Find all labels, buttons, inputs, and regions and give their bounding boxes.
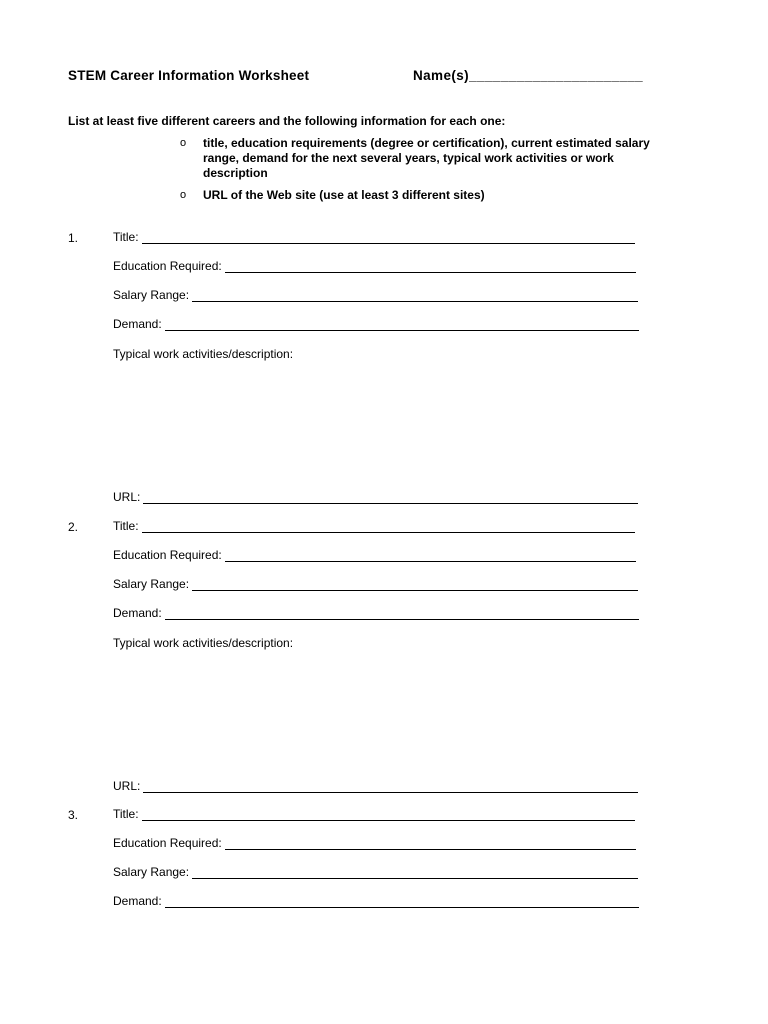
education-label: Education Required: (113, 548, 222, 562)
title-field[interactable] (113, 230, 635, 244)
education-label: Education Required: (113, 836, 222, 850)
description-label: Typical work activities/description: (113, 636, 294, 650)
entry-number: 3. (68, 808, 79, 822)
education-input-line[interactable] (225, 550, 636, 562)
demand-input-line[interactable] (165, 319, 639, 331)
salary-field[interactable] (113, 288, 638, 302)
instructions-list (180, 136, 680, 210)
title-label: Title: (113, 807, 139, 821)
title-field[interactable] (113, 807, 635, 821)
bullet-icon: o (180, 137, 187, 149)
salary-label: Salary Range: (113, 865, 190, 879)
title-input-line[interactable] (142, 232, 635, 244)
education-input-line[interactable] (225, 261, 636, 273)
instruction-bullet (180, 188, 680, 203)
title-label: Title: (113, 230, 139, 244)
salary-field[interactable] (113, 577, 638, 591)
salary-field[interactable] (113, 865, 638, 879)
description-label: Typical work activities/description: (113, 347, 294, 361)
title-input-line[interactable] (142, 809, 635, 821)
salary-input-line[interactable] (192, 579, 638, 591)
demand-label: Demand: (113, 894, 162, 908)
names-field[interactable]: Name(s)______________________ (413, 68, 644, 83)
salary-input-line[interactable] (192, 290, 638, 302)
education-label: Education Required: (113, 259, 222, 273)
demand-input-line[interactable] (165, 896, 639, 908)
instruction-text: title, education requirements (degree or certification), current estimated salary range, demand for the next several years, typical work activities or work description (203, 136, 650, 180)
title-label: Title: (113, 519, 139, 533)
salary-label: Salary Range: (113, 288, 190, 302)
demand-field[interactable] (113, 606, 639, 620)
education-input-line[interactable] (225, 838, 636, 850)
url-label: URL: (113, 490, 141, 504)
demand-label: Demand: (113, 606, 162, 620)
url-input-line[interactable] (143, 781, 638, 793)
bullet-icon: o (180, 189, 187, 201)
url-field[interactable] (113, 490, 638, 504)
entry-number: 1. (68, 231, 79, 245)
title-input-line[interactable] (142, 521, 635, 533)
demand-field[interactable] (113, 317, 639, 331)
url-field[interactable] (113, 779, 638, 793)
instructions-intro: List at least five different careers and the following information for each one: (68, 114, 506, 128)
instruction-bullet (180, 136, 680, 181)
url-label: URL: (113, 779, 141, 793)
education-field[interactable] (113, 836, 636, 850)
demand-input-line[interactable] (165, 608, 639, 620)
instruction-text: URL of the Web site (use at least 3 different sites) (203, 188, 485, 202)
title-field[interactable] (113, 519, 635, 533)
salary-label: Salary Range: (113, 577, 190, 591)
entry-number: 2. (68, 520, 79, 534)
education-field[interactable] (113, 548, 636, 562)
demand-label: Demand: (113, 317, 162, 331)
demand-field[interactable] (113, 894, 639, 908)
salary-input-line[interactable] (192, 867, 638, 879)
url-input-line[interactable] (143, 492, 638, 504)
page-title: STEM Career Information Worksheet (68, 68, 310, 83)
education-field[interactable] (113, 259, 636, 273)
